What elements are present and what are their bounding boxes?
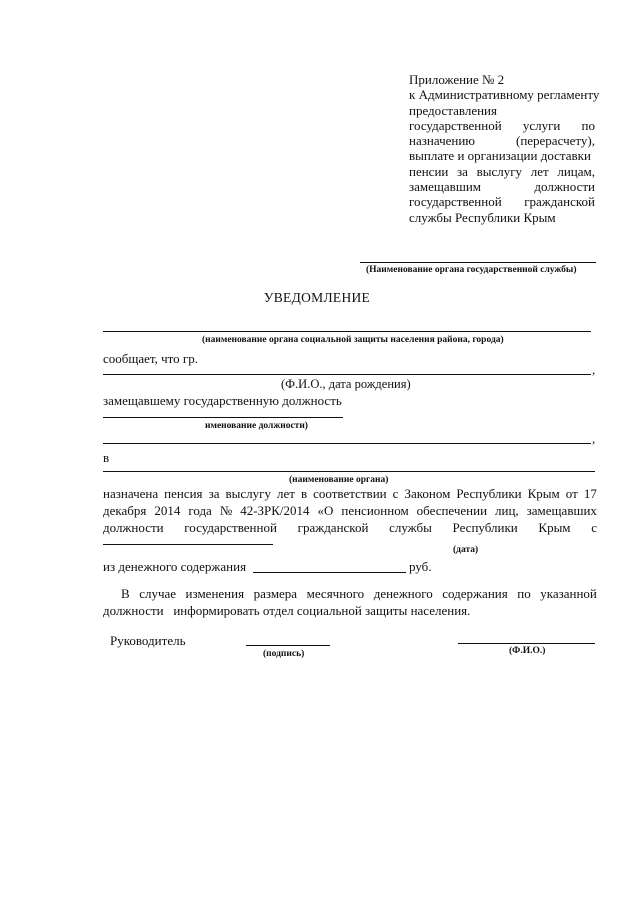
social-org-caption: (наименование органа социальной защиты населения района, города) bbox=[202, 335, 504, 345]
header-agency-caption: (Наименование органа государственной службы) bbox=[366, 265, 577, 275]
pension-assigned-word: от bbox=[565, 486, 578, 501]
appendix-line bbox=[409, 179, 595, 194]
pension-assigned-word: выслугу bbox=[225, 486, 271, 501]
appendix-word: пенсии bbox=[409, 163, 449, 179]
pension-assigned-line bbox=[103, 486, 597, 502]
appendix-line bbox=[409, 87, 600, 103]
pension-assigned-word: Крым bbox=[538, 520, 571, 535]
held-position-label: замещавшему государственную должность bbox=[103, 393, 342, 408]
pension-assigned-word: декабря bbox=[103, 503, 147, 518]
notice-word: месячного bbox=[306, 586, 365, 601]
header-agency-line bbox=[360, 262, 596, 263]
pension-assigned-word: государственной bbox=[184, 520, 277, 535]
notice-word: денежного bbox=[373, 586, 433, 601]
pension-assigned-word: обеспечении bbox=[416, 503, 488, 518]
organ-line bbox=[103, 471, 595, 472]
appendix-reference bbox=[409, 72, 600, 225]
pension-assigned-word: замещавших bbox=[526, 503, 597, 518]
pension-assigned-word: года bbox=[188, 503, 212, 518]
pension-assigned-word: назначена bbox=[103, 486, 159, 501]
head-label: Руководитель bbox=[110, 633, 186, 648]
pension-assigned-word: пенсия bbox=[164, 486, 203, 501]
appendix-line bbox=[409, 103, 595, 118]
appendix-word: гражданской bbox=[524, 194, 595, 210]
notice-line bbox=[103, 603, 597, 619]
pension-assigned-word: Крым bbox=[527, 486, 560, 501]
appendix-line bbox=[409, 210, 595, 225]
organ-caption: (наименование органа) bbox=[289, 475, 389, 485]
pension-assigned-word: 17 bbox=[583, 486, 597, 501]
pension-assigned-word: Республики bbox=[452, 520, 518, 535]
appendix-line bbox=[409, 72, 595, 87]
notice-word: содержания bbox=[442, 586, 508, 601]
salary-currency-label: руб. bbox=[409, 559, 432, 574]
salary-prefix-label: из денежного содержания bbox=[103, 559, 247, 574]
notice-line bbox=[121, 586, 597, 602]
name-caption: (Ф.И.О.) bbox=[509, 646, 546, 656]
pension-assigned-word: в bbox=[300, 486, 308, 501]
appendix-word: по bbox=[581, 117, 595, 133]
pension-assigned-word: Республики bbox=[456, 486, 522, 501]
appendix-word: (перерасчету), bbox=[515, 133, 595, 149]
appendix-word: службы Республики Крым bbox=[409, 209, 556, 225]
appendix-word: замещавшим bbox=[409, 179, 482, 195]
fio-line bbox=[103, 374, 591, 375]
pension-assigned-word: лиц, bbox=[495, 503, 519, 518]
pension-assigned-word: соответствии bbox=[313, 486, 387, 501]
pension-assigned-word: с bbox=[392, 486, 399, 501]
pension-assigned-word: гражданской bbox=[297, 520, 369, 535]
date-line bbox=[103, 544, 273, 545]
in-label: в bbox=[103, 450, 110, 465]
pension-assigned-word: пенсионном bbox=[341, 503, 409, 518]
notice-word: по bbox=[517, 586, 531, 601]
position-line bbox=[103, 417, 343, 418]
fio-line-comma: , bbox=[592, 362, 596, 377]
notice-word: изменения bbox=[185, 586, 245, 601]
name-line bbox=[458, 643, 595, 644]
appendix-word: назначению bbox=[409, 133, 476, 149]
appendix-word: предоставления bbox=[409, 102, 497, 118]
pension-assigned-word: должности bbox=[103, 520, 164, 535]
appendix-word: лицам, bbox=[557, 163, 595, 179]
position-line-comma: , bbox=[592, 431, 596, 446]
appendix-word: Приложение № 2 bbox=[409, 72, 505, 87]
pension-assigned-line bbox=[103, 520, 597, 536]
appendix-word: выслугу bbox=[476, 163, 523, 179]
pension-assigned-word: 2014 bbox=[154, 503, 181, 518]
appendix-word: услуги bbox=[522, 117, 561, 133]
notice-word: В bbox=[121, 586, 130, 601]
appendix-line bbox=[409, 148, 595, 163]
appendix-line bbox=[409, 133, 595, 148]
signature-line bbox=[246, 645, 330, 646]
position-caption: именование должности) bbox=[205, 421, 308, 431]
pension-assigned-word: 42-ЗРК/2014 bbox=[240, 503, 310, 518]
position-continuation-line bbox=[103, 443, 591, 444]
appendix-word: государственной bbox=[409, 117, 502, 133]
pension-assigned-word: службы bbox=[389, 520, 432, 535]
notice-word: указанной bbox=[540, 586, 597, 601]
appendix-word: за bbox=[457, 163, 468, 179]
appendix-line bbox=[409, 194, 595, 209]
pension-assigned-word: «О bbox=[317, 503, 334, 518]
notice-word: должности информировать отдел социальной защиты населения. bbox=[103, 603, 471, 618]
notice-word: случае bbox=[139, 586, 177, 601]
social-org-line bbox=[103, 331, 591, 332]
appendix-word: государственной bbox=[409, 194, 502, 210]
appendix-line bbox=[409, 164, 595, 179]
signature-caption: (подпись) bbox=[263, 649, 305, 659]
notice-word: размера bbox=[253, 586, 298, 601]
reports-that-label: сообщает, что гр. bbox=[103, 351, 199, 366]
appendix-line bbox=[409, 118, 595, 133]
appendix-word: выплате и организации доставки bbox=[409, 148, 591, 164]
pension-assigned-word: Законом bbox=[404, 486, 451, 501]
salary-amount-line bbox=[253, 572, 406, 573]
pension-assigned-word: лет bbox=[277, 486, 295, 501]
date-caption: (дата) bbox=[453, 545, 479, 555]
appendix-word: к Административному регламенту bbox=[409, 87, 600, 103]
fio-caption: (Ф.И.О., дата рождения) bbox=[281, 377, 411, 391]
pension-assigned-word: за bbox=[208, 486, 220, 501]
pension-assigned-word: № bbox=[219, 503, 233, 518]
pension-assigned-word: с bbox=[591, 520, 597, 535]
appendix-word: лет bbox=[530, 163, 549, 179]
appendix-word: должности bbox=[534, 179, 595, 195]
pension-assigned-line bbox=[103, 503, 597, 519]
page-title: УВЕДОМЛЕНИЕ bbox=[263, 290, 371, 305]
